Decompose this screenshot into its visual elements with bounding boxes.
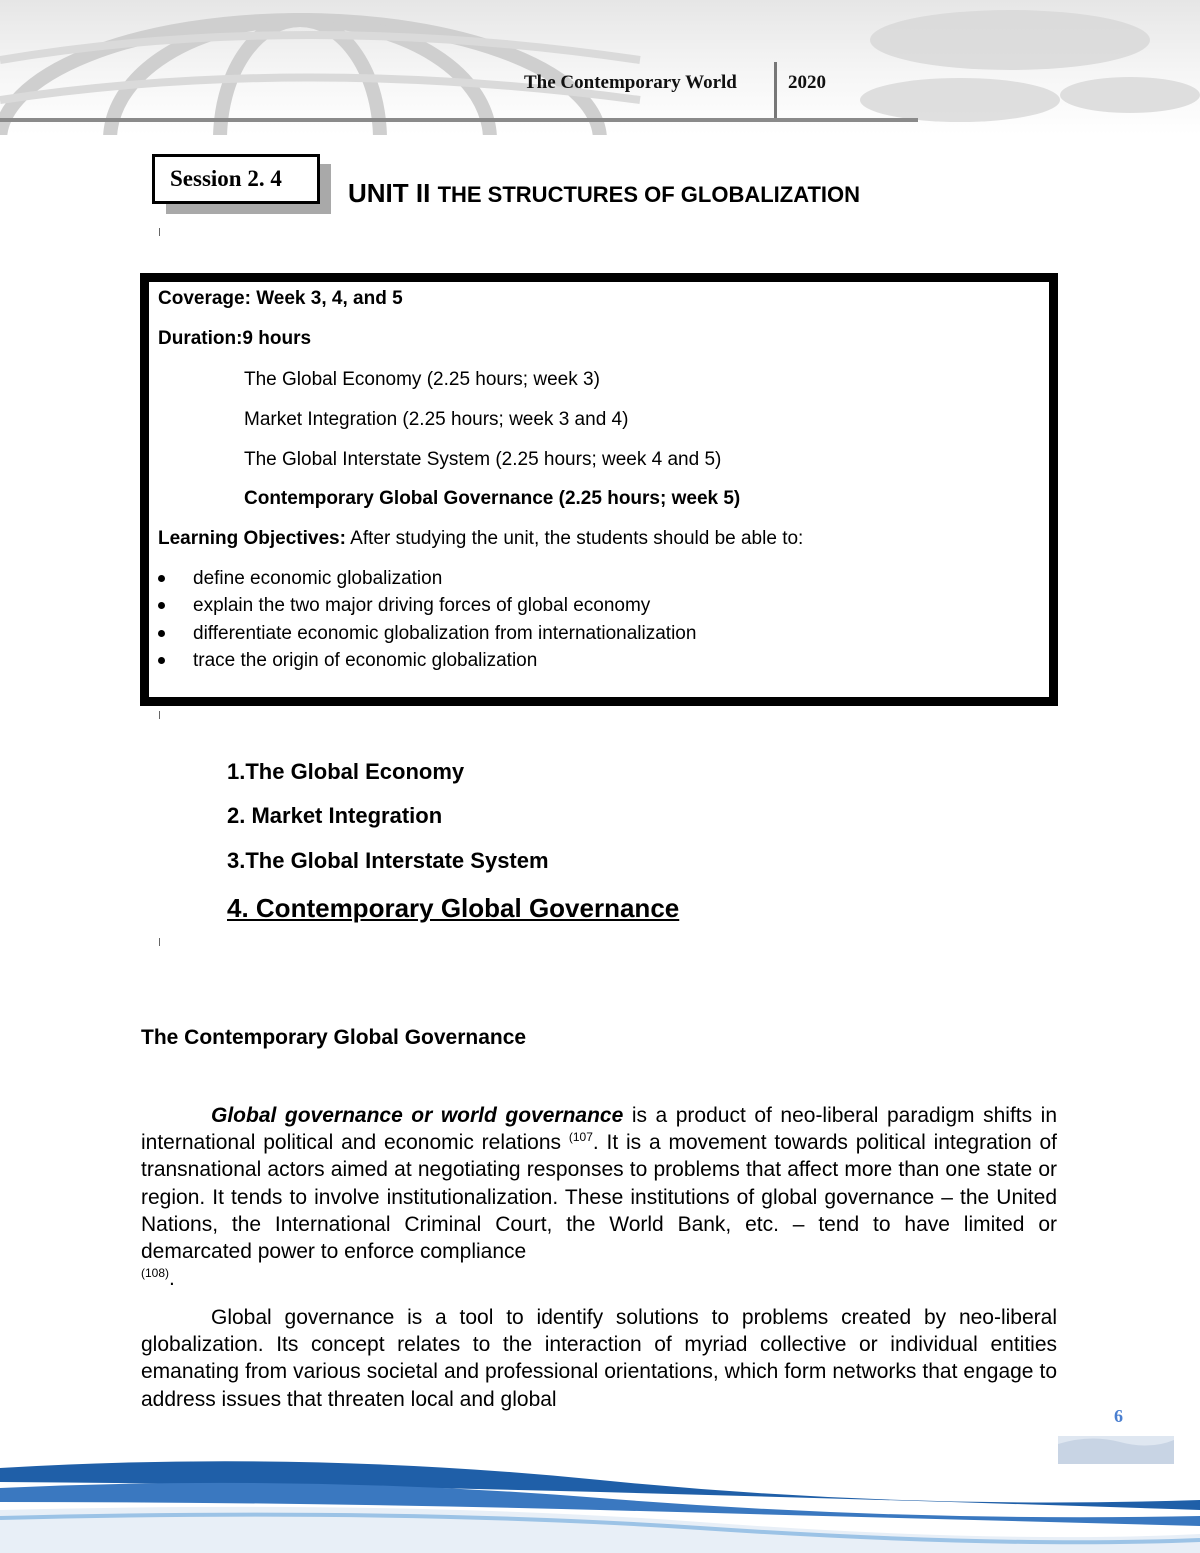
indent <box>141 1104 211 1127</box>
section-heading: The Contemporary Global Governance <box>141 1026 527 1049</box>
topic-item: 3.The Global Interstate System <box>227 848 549 873</box>
topic-item-current: 4. Contemporary Global Governance <box>227 893 680 923</box>
unit-title-text: THE STRUCTURES OF GLOBALIZATION <box>437 182 861 207</box>
paragraph-marker <box>159 711 160 719</box>
header-year: 2020 <box>788 72 826 93</box>
coverage-item: Market Integration (2.25 hours; week 3 and 4) <box>244 409 629 430</box>
objective-item: differentiate economic globalization from internationalization <box>193 623 697 644</box>
footer-banner <box>0 1430 1200 1553</box>
indent <box>141 1306 211 1329</box>
duration-line: Duration:9 hours <box>158 328 312 349</box>
key-term: Global governance or world governance <box>211 1104 624 1127</box>
coverage-line: Coverage: Week 3, 4, and 5 <box>158 288 403 309</box>
objective-item: explain the two major driving forces of global economy <box>193 595 651 616</box>
unit-title <box>348 178 860 209</box>
coverage-item-current: Contemporary Global Governance (2.25 hours; week 5) <box>244 488 741 509</box>
page-number: 6 <box>1114 1406 1123 1426</box>
coverage-item: The Global Interstate System (2.25 hours; week 4 and 5) <box>244 449 722 470</box>
citation: (107 <box>568 1130 593 1145</box>
bullet-icon <box>158 575 165 582</box>
paragraph-marker <box>159 938 160 946</box>
objective-item: trace the origin of economic globalization <box>193 650 538 671</box>
coverage-item: The Global Economy (2.25 hours; week 3) <box>244 369 600 390</box>
header-banner <box>0 0 1200 135</box>
session-label: Session 2. 4 <box>170 166 282 191</box>
globe-graphic <box>0 0 1200 135</box>
header-rule <box>0 118 918 122</box>
bullet-icon <box>158 630 165 637</box>
header-divider <box>774 62 777 118</box>
topic-item: 2. Market Integration <box>227 803 443 828</box>
paragraph-marker <box>159 228 160 236</box>
bullet-icon <box>158 657 165 664</box>
bullet-icon <box>158 602 165 609</box>
unit-prefix: UNIT II <box>348 178 438 208</box>
footer-wave-graphic <box>0 1430 1200 1553</box>
topic-item: 1.The Global Economy <box>227 759 465 784</box>
learning-objectives: Learning Objectives: After studying the unit, the students should be able to: <box>158 528 804 549</box>
objective-item: define economic globalization <box>193 568 443 589</box>
citation: (108) <box>141 1266 170 1281</box>
header-title: The Contemporary World <box>524 72 737 93</box>
body-paragraph: Global governance or world governance is a product of neo-liberal paradigm shifts in international political and economic relations $^{(107}$. It is a movement towards political integration of transnational actors aimed at negotiating responses to problems that affect more than one state or region. It tends to involve institutionalization. These institutions of global governance – the United Nations, the International Criminal Court, the World Bank, etc. – tend to have limited or demarcated power to enforce compliance $^{(108)}$. <box>141 1104 1058 1291</box>
body-paragraph: Global governance is a tool to identify solutions to problems created by neo-liberal globalization. Its concept relates to the interaction of myriad collective or individual entities emanating from various societal and professional orientations, which form networks that engage to address issues that threaten local and global <box>141 1306 1057 1411</box>
